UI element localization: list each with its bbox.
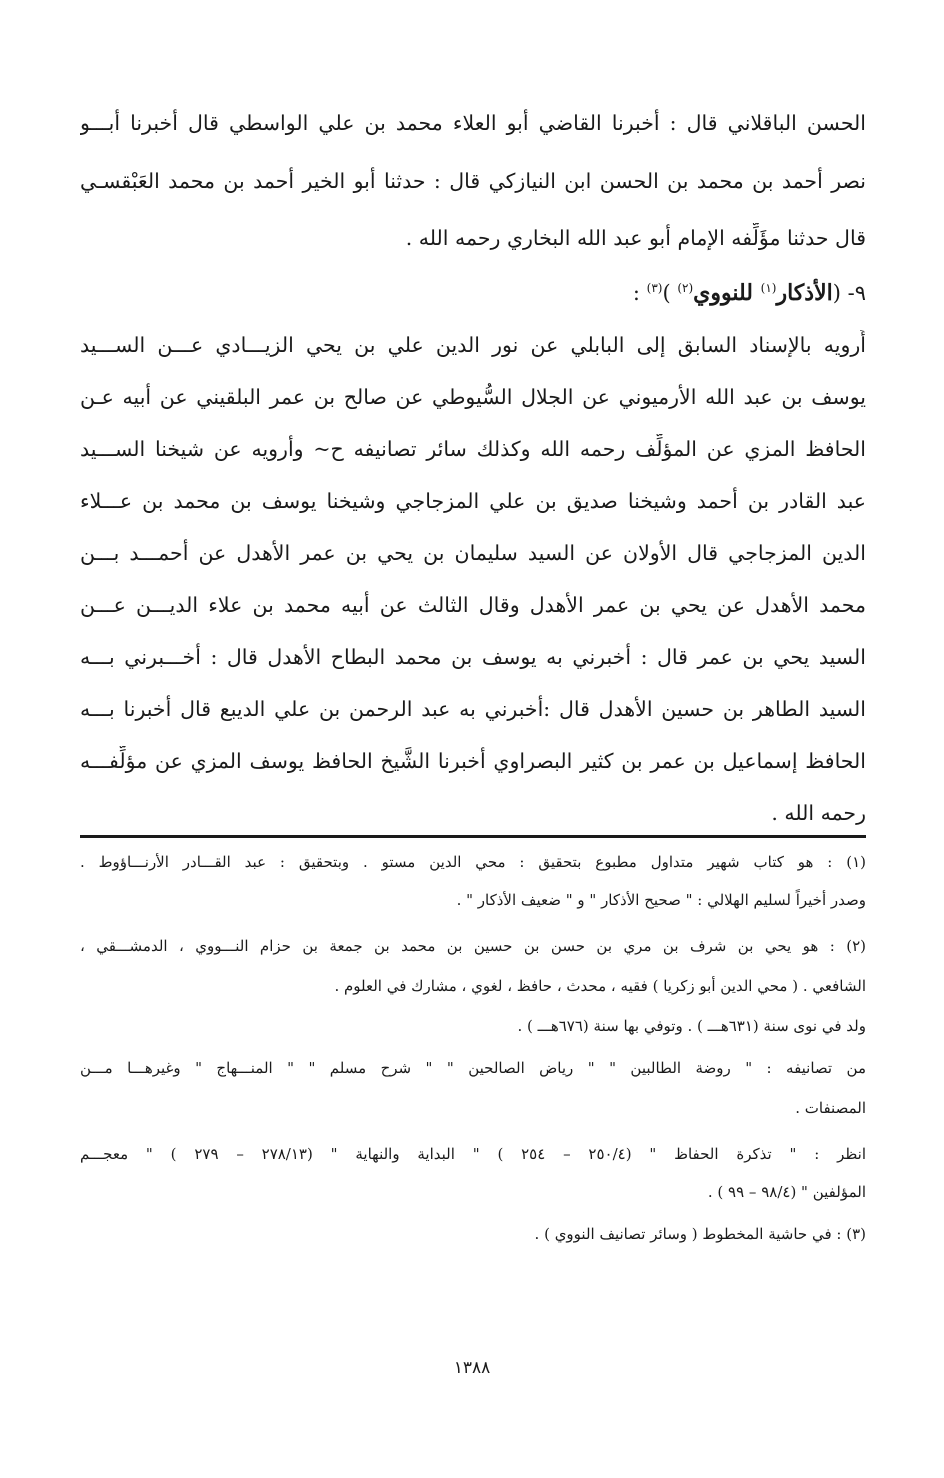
footnote-line: (٣) : في حاشية المخطوط ( وسائر تصانيف النووي ) . xyxy=(534,1225,866,1243)
heading-close: ) xyxy=(662,281,678,305)
text-line: الحافظ المزي عن المؤلِّف رحمه الله وكذلك سائر تصانيفه ح~ وأرويه عن شيخنا الســـيد xyxy=(80,437,866,461)
footnote-line: انظر : " تذكرة الحفاظ " (٢٥٠/٤ – ٢٥٤ ) " البداية والنهاية " (٢٧٨/١٣ – ٢٧٩ ) " معجـــم xyxy=(80,1145,866,1163)
footnote-separator xyxy=(80,835,866,838)
text-line: يوسف بن عبد الله الأرميوني عن الجلال السُّيوطي عن صالح بن عمر البلقيني عن أبيه عـن xyxy=(80,385,866,409)
page-number: ١٣٨٨ xyxy=(453,1358,491,1378)
footnote-line: ولد في نوى سنة (٦٣١هـــ ) . وتوفي بها سنة (٦٧٦هـــ ) . xyxy=(517,1017,866,1035)
text-line: قال حدثنا مؤَلِّفه الإمام أبو عبد الله البخاري رحمه الله . xyxy=(405,226,866,250)
text-line: الحافظ إسماعيل بن عمر بن كثير البصراوي أخبرنا الشَّيخ الحافظ يوسف المزي عن مؤلِّفـــه xyxy=(80,749,866,773)
section-heading xyxy=(80,278,866,310)
text-line: رحمه الله . xyxy=(771,801,866,825)
heading-title-part1: الأذكار xyxy=(776,280,833,306)
heading-number: ٩- ( xyxy=(832,281,866,305)
text-line: أَرويه بالإسناد السابق إلى البابلي عن نور الدين علي بن يحي الزيـــادي عـــن الســـيد xyxy=(80,333,866,357)
footnote-line: (١) : هو كتاب شهير متداول مطبوع بتحقيق : محي الدين مستو . وبتحقيق : عبد القـــادر الأرنـــاؤوط . xyxy=(80,853,866,871)
text-line: السيد يحي بن عمر قال : أخبرني به يوسف بن محمد البطاح الأهدل قال : أخـــبرني بـــه xyxy=(80,645,866,669)
footnote-ref-2: (٢) xyxy=(677,281,694,295)
footnote-ref-3: (٣) xyxy=(646,281,663,295)
text-line: الحسن الباقلاني قال : أخبرنا القاضي أبو العلاء محمد بن علي الواسطي قال أخبرنا أبـــو xyxy=(80,111,866,135)
text-line: السيد الطاهر بن حسين الأهدل قال :أخبرني به عبد الرحمن بن علي الديبع قال أخبرنا بـــه xyxy=(80,697,866,721)
text-line: نصر أحمد بن محمد بن الحسن ابن النيازكي قال : حدثنا أبو الخير أحمد بن محمد العَبْقسـي xyxy=(80,169,866,193)
text-line: عبد القادر بن أحمد وشيخنا صديق بن علي المزجاجي وشيخنا يوسف بن محمد بن عـــلاء xyxy=(80,489,866,513)
footnote-line: الشافعي . ( محي الدين أبو زكريا ) فقيه ، محدث ، حافظ ، لغوي ، مشارك في العلوم . xyxy=(334,977,866,995)
footnote-line: (٢) : هو يحي بن شرف بن مري بن حسن بن حسين بن محمد بن جمعة بن حزام النـــووي ، الدمشـــقي ، xyxy=(80,937,866,955)
text-line: محمد الأهدل عن يحي بن عمر الأهدل وقال الثالث عن أبيه محمد بن علاء الديـــن عـــن xyxy=(80,593,866,617)
text-line: الدين المزجاجي قال الأولان عن السيد سليمان بن يحي بن عمر الأهدل عن أحمـــد بـــن xyxy=(80,541,866,565)
footnote-line: المصنفات . xyxy=(795,1099,866,1117)
heading-colon: : xyxy=(632,281,647,305)
heading-title-part2: للنووي xyxy=(693,280,761,306)
footnote-line: من تصانيفه : " روضة الطالبين " " رياض الصالحين " " شرح مسلم " " المنـــهاج " وغيرهـــا مـــن xyxy=(80,1059,866,1077)
footnote-ref-1: (١) xyxy=(760,281,777,295)
footnote-line: المؤلفين " (٩٨/٤ – ٩٩ ) . xyxy=(707,1183,866,1201)
footnote-line: وصدر أخيراً لسليم الهلالي : " صحيح الأذكار " و " ضعيف الأذكار " . xyxy=(456,891,866,909)
